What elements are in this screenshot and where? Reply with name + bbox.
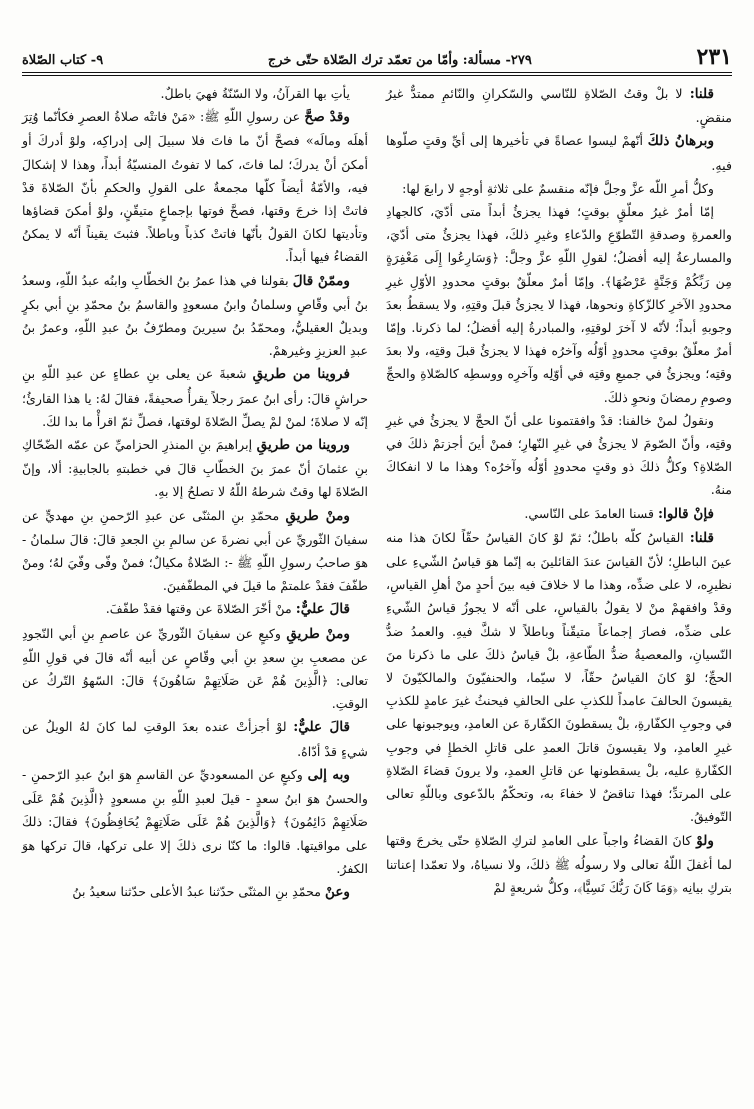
running-title: ٢٧٩- مسألة: وأمّا من تعمّد ترك الصّلاة حتّى خرج (267, 53, 532, 68)
right-text-column (386, 82, 732, 899)
paragraph (22, 105, 368, 268)
paragraph (386, 82, 732, 129)
paragraph (386, 526, 732, 829)
paragraph-lead: وعنْ (324, 883, 350, 900)
paragraph-text: منْ أخّرَ الصّلاةَ عن وقتها فقدْ طفّفَ. (105, 601, 296, 617)
paragraph-lead: ومنْ طريقِ (286, 625, 350, 642)
paragraph-text: وكيعٍ عن المسعوديِّ عن القاسمِ هوَ ابنُ عبدِ الرّحمنِ - والحسنُ هوَ ابنُ سعدٍ - قيلَ لعبدِ اللّهِ بنِ مسعودٍ ﴿الَّذِينَ هُمْ عَلَى صَلَاتِهِمْ دَائِمُونَ﴾ ﴿وَالَّذِينَ هُمْ عَلَى صَلَاتِهِمْ يُحَافِظُونَ﴾ فقالَ: ذلكَ على مواقيتها. قالوا: ما كنّا نرى ذلكَ إلا على تركها، قالَ تركها هوَ الكفرُ. (22, 766, 368, 876)
paragraph-text: أنّهمْ ليسوا عصاةً في تأخيرها إلى أيِّ وقتٍ صلّوها فيهِ. (386, 133, 732, 173)
paragraph-text: ونقولُ لمنْ خالفنا: قدْ وافقتمونا على أنّ الحجَّ لا يجزئُ في غيرِ وقتِه، وأنّ الصّومَ لا يجزئُ في غيرِ النّهارِ؛ فمنْ أينَ أجزتمْ ذلكَ في الصّلاةِ؟ وكلُّ ذلكَ ذو وقتٍ محدودٍ أوّلُه وآخرُه؟ وهذا ما لا انفكاكَ منهُ. (386, 412, 732, 498)
paragraph-lead: فروينا من طريقِ (252, 366, 350, 383)
left-text-column (22, 82, 368, 904)
paragraph (22, 433, 368, 504)
paragraph-text: القياسُ كلّه باطلٌ؛ ثمّ لوْ كانَ القياسُ حقّاً لكانَ هذا منه عينَ الباطلِ؛ لأنّ القياسَ عندَ القائلينَ به إنّما هوَ قياسُ الشّيءِ على نظيرِه، لا على ضدِّه، وهذا ما لا خلافَ فيه بينَ أحدٍ منْ أهلِ القياسِ، وقدْ وافقهمْ منْ لا يقولُ بالقياسِ، على أنّه لا يجوزُ قياسُ الشّيءِ على ضدِّه، فصارَ إجماعاً متيقّناً وباطلاً لا شكَّ فيهِ. والعمدُ ضدُّ النّسيانِ، والمعصيةُ ضدُّ الطّاعةِ، بلْ قياسُ ذلكَ على ما ذكرنا منَ الحجِّ؛ لوْ كانَ القياسُ حقّاً، لا سيّما، والحنفيّونَ والمالكيّونَ لا يقيسونَ الحالفَ عامداً للكذبِ على الحالفِ فيحنثُ غيرَ عامدٍ للكذبِ في وجوبِ الكفّارةِ، بلْ يسقطونَ الكفّارةَ عن العامدِ، ويوجبونها على غيرِ العامدِ، ولا يقيسونَ قاتلَ العمدِ على قاتلِ الخطإِ في وجوبِ الكفّارةِ عليه، بلْ يسقطونها عن قاتلِ العمدِ، ولا يرونَ قضاءَ الصّلاةِ على المرتدِّ؛ فهذا تناقضٌ لا خفاءَ به، وتحكّمٌ بالدّعوى وباللّهِ تعالى التّوفيقُ. (386, 529, 732, 825)
paragraph-text: قسنا العامدَ على النّاسي. (524, 505, 659, 521)
paragraph-lead: وبرهانُ ذلكَ (647, 133, 715, 150)
paragraph (22, 715, 368, 762)
paragraph-text: شعبةَ عن يعلى بنِ عطاءٍ عن عبدِ اللّهِ بنِ حراشٍ قالَ: رأى ابنُ عمرَ رجلاً يقرأُ صحيفةً، فقالَ لهُ: يا هذا القارئُ؛ إنّه لا صلاةَ؛ لمنْ لمْ يصلِّ الصّلاةَ لوقتها، فصلِّ ثمّ اقرأْ ما بدا لكَ. (22, 366, 368, 429)
paragraph (22, 622, 368, 716)
paragraph (386, 200, 732, 409)
paragraph-lead: ومنْ طريقِ (285, 507, 350, 524)
paragraph-text: وكيعٍ عن سفيانَ الثّوريِّ عن عاصمِ بنِ أبي النّجودِ عن مصعبِ بنِ سعدِ بنِ أبي وقّاصٍ عن أبيه أنّه قالَ في قولِ اللّهِ تعالى: ﴿الَّذِينَ هُمْ عَن صَلَاتِهِمْ سَاهُونَ﴾ قالَ: السّهوُ التّركُ عن الوقتِ. (22, 625, 368, 712)
paragraph (386, 829, 732, 900)
paragraph-lead: وروينا من طريقِ (256, 437, 351, 454)
paragraph (22, 880, 368, 904)
paragraph-text: كانَ القضاءُ واجباً على العامدِ لتركِ الصّلاةِ حتّى يخرجَ وقتها لما أغفلَ اللّهُ تعالى ولا رسولُه ﷺ ذلكَ، ولا نسياهُ، ولا تعمّدا إعناتنا بتركِ بيانِه ﴿وَمَا كَانَ رَبُّكَ نَسِيًّا﴾، وكلُّ شريعةٍ لمْ (386, 832, 732, 895)
paragraph-text: وكلُّ أمرِ اللّه عزَّ وجلَّ فإنّه منقسمٌ على ثلاثةِ أوجهٍ لا رابعَ لها: (402, 180, 714, 196)
paragraph-lead: قلنا: (689, 86, 714, 102)
book-title: ٩- كتاب الصّلاة (22, 53, 104, 68)
paragraph-text: محمّدِ بنِ المثنّى عن عبدِ الرّحمنِ بنِ مهديٍّ عن سفيانَ الثّوريِّ عن أبي نضرةَ عن سالمِ بنِ الجعدِ قالَ: قالَ سلمانُ - هوَ صاحبُ رسولِ اللّهِ ﷺ -: الصّلاةُ مكيالٌ؛ فمنْ وفّى وفّيَ لهُ؛ ومنْ طفّفَ فقدْ علمتمْ ما قيلَ في المطفّفينَ. (22, 507, 368, 594)
paragraph (22, 82, 368, 105)
paragraph (22, 269, 368, 363)
paragraph-text: لوْ أجزأتْ عنده بعدَ الوقتِ لما كانَ لهُ الويلُ عن شيءٍ قدْ أدّاهُ. (22, 719, 368, 759)
paragraph-lead: وممّنْ قالَ (292, 272, 350, 289)
header-rule (22, 72, 732, 73)
paragraph (22, 597, 368, 621)
paragraph-lead: وبه إلى (307, 766, 350, 783)
paragraph (22, 362, 368, 433)
page-number: ٢٣١ (696, 44, 732, 70)
paragraph-lead: قلنا: (689, 529, 714, 546)
paragraph (386, 177, 732, 200)
page-header (22, 38, 732, 68)
paragraph-lead: ولوْ (696, 832, 714, 849)
paragraph-text: عن رسولِ اللّهِ ﷺ: «مَنْ فاتتْه صلاةُ العصرِ فكأنّما وُتِرَ أهلَه ومالَه» فصحَّ أنّ ما فاتَ فلا سبيلَ إلى إدراكِه، ولوْ أدركَ أو أمكنَ أنْ يدركَ؛ لما فاتَ، كما لا تفوتُ المنسيّةُ أبداً، وهذا لا إشكالَ فيه، والأمّةُ أيضاً كلّها مجمعةٌ على القولِ والحكمِ بأنّ الصّلاةَ قدْ فاتتْ إذا خرجَ وقتها، فصحَّ فوتها بإجماعٍ متيقّنٍ، ولوْ أمكنَ قضاؤها وتأديتها لكانَ القولُ بأنّها فاتتْ كذباً وباطلاً. فثبتَ يقيناً أنّه لا يمكنُ القضاءُ فيها أبداً. (22, 109, 368, 265)
paragraph-text: إمّا أمرٌ غيرُ معلّقٍ بوقتٍ؛ فهذا يجزئُ أبداً متى أدّيَ، كالجهادِ والعمرةِ وصدقةِ التّطوّعِ والدّعاءِ وغيرِ ذلكَ، فهذا يجزئُ متى أدّيَ، والمسارعةُ إليه أفضلُ؛ لقولِ اللّهِ عزَّ وجلَّ: ﴿وَسَارِعُوا إِلَى مَغْفِرَةٍ مِن رَبِّكُمْ وَجَنَّةٍ عَرْضُهَا﴾. وإمّا أمرٌ معلّقٌ بوقتٍ محدودِ الأوّلِ غيرِ محدودِ الآخرِ كالزّكاةِ ونحوها، فهذا لا يجزئُ قبلَ وقتِهِ، ولا يسقطُ بعدَ وجوبهِ أبداً؛ لأنّه لا آخرَ لوقتِهِ، والمبادرةُ إليه أفضلُ؛ لما ذكرنا. وإمّا أمرٌ معلّقٌ بوقتٍ محدودٍ أوّلُه وآخرُه فهذا لا يجزئُ قبلَ وقتِه، ولا بعدَ وقتِه؛ ويجزئُ في جميعِ وقتِه في أوّلِه وآخرِه ووسطِه كالصّلاةِ والحجِّ وصومِ رمضانَ ونحوِ ذلكَ. (386, 204, 732, 405)
paragraph (386, 129, 732, 176)
paragraph-lead: قالَ عليٌّ: (295, 601, 350, 618)
paragraph-lead: وقدْ صحَّ (304, 109, 350, 126)
paragraph-lead: فإنْ قالوا: (658, 505, 714, 522)
paragraph (386, 409, 732, 502)
paragraph-text: لا بلْ وقتُ الصّلاةِ للنّاسي والسّكرانِ والنّائمِ ممتدٌّ غيرُ منقضٍ. (386, 86, 732, 126)
paragraph-text: محمّدِ بنِ المثنّى حدّثنا عبدُ الأعلى حدّثنا سعيدُ بنُ (72, 883, 325, 899)
paragraph-lead: قالَ عليٌّ: (293, 719, 350, 736)
paragraph-text: بقولنا في هذا عمرُ بنُ الخطّابِ وابنُه عبدُ اللّهِ، وسعدُ بنُ أبي وقّاصٍ وسلمانُ وابنُ مسعودٍ والقاسمُ بنُ محمّدِ بنِ أبي بكرٍ وبديلٌ العقيليُّ، ومحمّدُ بنُ سيرينَ ومطرّفُ بنُ عبدِ اللّهِ، وعمرُ بنُ عبدِ العزيزِ وغيرهمْ. (22, 272, 368, 359)
paragraph-text: يأتِ بها القرآنُ، ولا السّنّةُ فهيَ باطلٌ. (160, 86, 350, 101)
paragraph-text: إبراهيمَ بنِ المنذرِ الحزاميِّ عن عمّه الضّحّاكِ بنِ عثمانَ أنّ عمرَ بنَ الخطّابِ قالَ في خطبتهِ بالجابيةِ: ألا، وإنّ الصّلاةَ لها وقتٌ شرطهُ اللّهُ لا تصلحُ إلا بهِ. (22, 437, 368, 500)
paragraph (22, 763, 368, 880)
paragraph (386, 502, 732, 526)
header-rule-thin (22, 75, 732, 76)
paragraph (22, 504, 368, 598)
